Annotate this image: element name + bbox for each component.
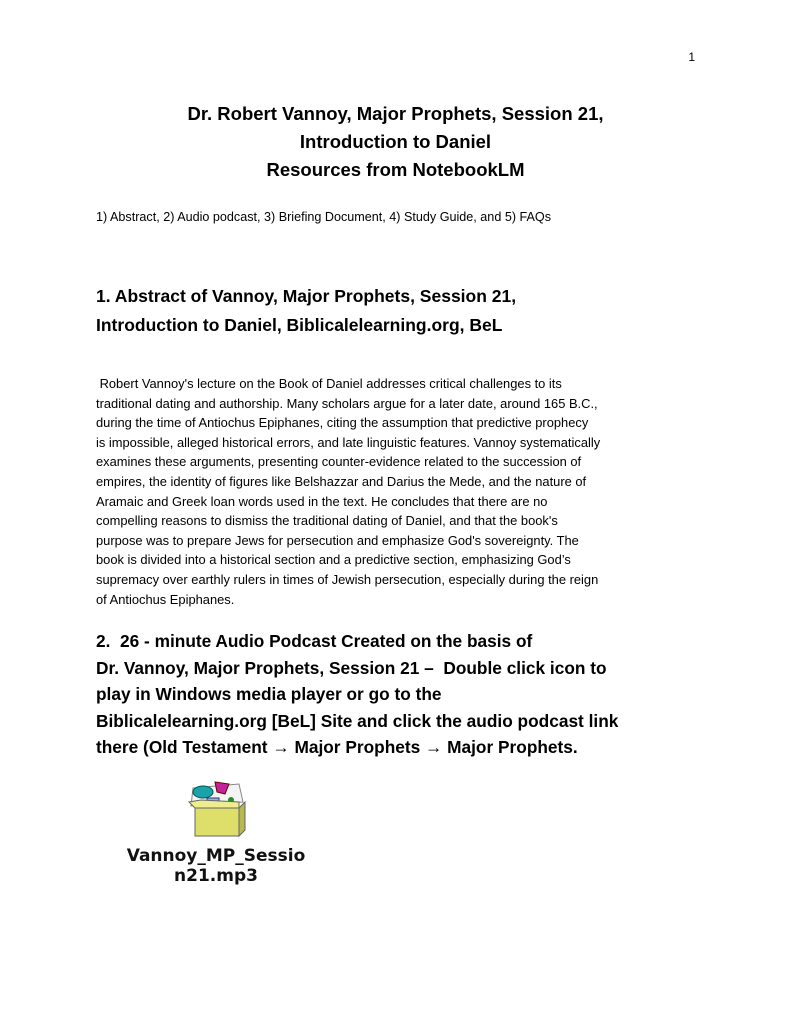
- abstract-line: compelling reasons to dismiss the traditional dating of Daniel, and that the book's: [96, 513, 558, 529]
- heading-line: Biblicalelearning.org [BeL] Site and click the audio podcast link: [96, 710, 619, 731]
- abstract-line: Robert Vannoy's lecture on the Book of Daniel addresses critical challenges to its: [96, 376, 562, 391]
- abstract-line: examines these arguments, presenting counter-evidence related to the succession of: [96, 454, 582, 470]
- title-line: Introduction to Daniel: [299, 131, 492, 152]
- abstract-line: during the time of Antiochus Epiphanes, citing the assumption that predictive prophecy: [96, 415, 589, 431]
- heading-line: 1. Abstract of Vannoy, Major Prophets, Session 21,: [96, 286, 517, 306]
- file-name-line: Vannoy_MP_Sessio: [126, 846, 306, 866]
- abstract-line: Aramaic and Greek loan words used in the text. He concludes that there are no: [96, 493, 548, 509]
- abstract-line: is impossible, alleged historical errors, and late linguistic features. Vannoy systematically: [96, 434, 601, 450]
- contents-list: 1) Abstract, 2) Audio podcast, 3) Briefing Document, 4) Study Guide, and 5) FAQs: [96, 210, 552, 224]
- audio-file-icon-link[interactable]: [96, 780, 336, 886]
- abstract-line: purpose was to prepare Jews for persecution and emphasize God's sovereignty. The: [96, 532, 579, 548]
- title-line: Resources from NotebookLM: [266, 159, 525, 180]
- abstract-heading: [96, 282, 516, 340]
- file-name-line: n21.mp3: [174, 866, 258, 886]
- page-number: 1: [688, 50, 695, 64]
- heading-line: Dr. Vannoy, Major Prophets, Session 21 – Double click icon to: [96, 657, 607, 678]
- page-title: [0, 100, 791, 184]
- podcast-heading: [96, 628, 618, 761]
- abstract-line: book is divided into a historical section and a predictive section, emphasizing God’s: [96, 552, 571, 568]
- heading-line: play in Windows media player or go to the: [96, 684, 442, 704]
- abstract-line: of Antiochus Epiphanes.: [96, 591, 235, 607]
- heading-line: 2. 26 - minute Audio Podcast Created on the basis of: [96, 631, 533, 651]
- heading-line: there (Old Testament → Major Prophets → Major Prophets.: [96, 737, 578, 757]
- heading-line: Introduction to Daniel, Biblicalelearning.org, BeL: [96, 315, 503, 335]
- title-line: Dr. Robert Vannoy, Major Prophets, Session 21,: [187, 103, 604, 124]
- abstract-text: [96, 374, 600, 609]
- abstract-line: supremacy over earthly rulers in times of Jewish persecution, especially during the reign: [96, 571, 599, 587]
- abstract-line: empires, the identity of figures like Belshazzar and Darius the Mede, and the nature of: [96, 473, 587, 489]
- abstract-line: traditional dating and authorship. Many scholars argue for a later date, around 165 B.C.,: [96, 395, 598, 411]
- audio-file-package-icon: [181, 780, 251, 840]
